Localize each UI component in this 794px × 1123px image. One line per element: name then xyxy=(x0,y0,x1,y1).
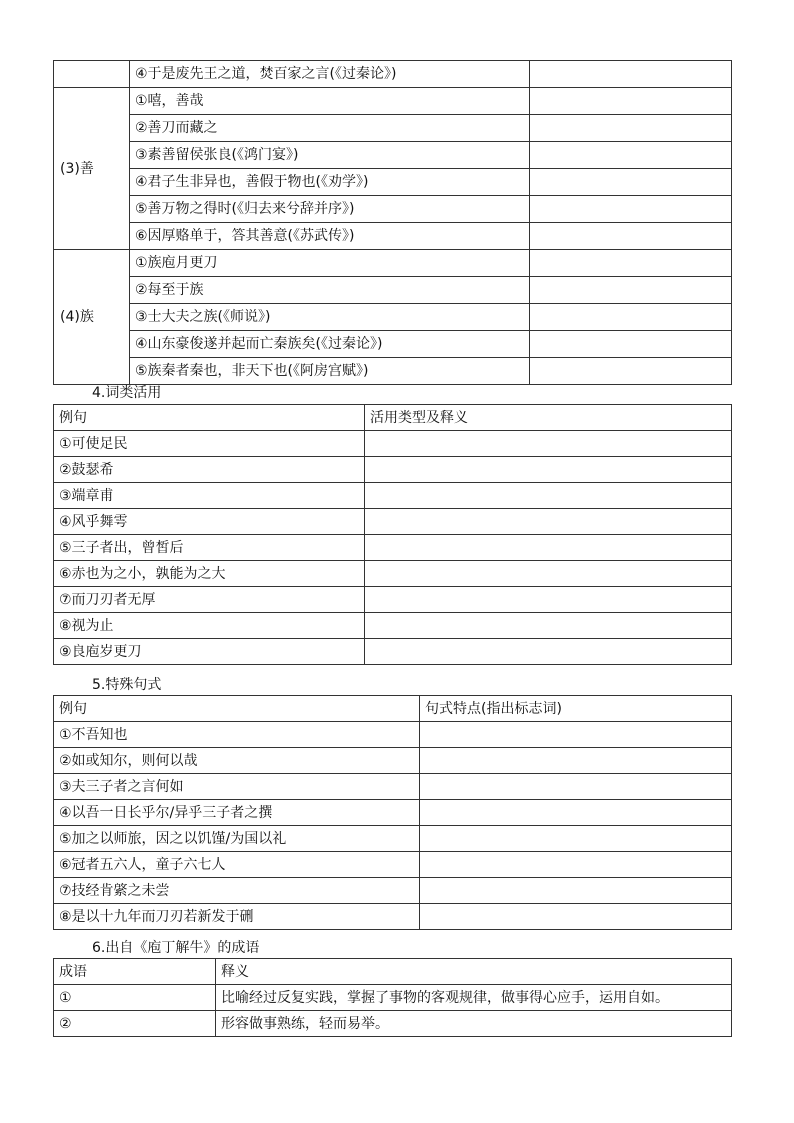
table-row xyxy=(54,277,732,304)
answer-cell[interactable] xyxy=(530,196,732,223)
example-cell: ⑤加之以师旅，因之以饥馑/为国以礼 xyxy=(54,826,420,852)
answer-cell[interactable] xyxy=(420,878,732,904)
table-row xyxy=(54,587,732,613)
table-row xyxy=(54,196,732,223)
group-label-zu: (4)族 xyxy=(54,250,130,385)
answer-cell[interactable] xyxy=(365,639,732,665)
section-title-5: 5.特殊句式 xyxy=(92,677,162,693)
answer-cell[interactable] xyxy=(420,826,732,852)
example-cell: ①族庖月更刀 xyxy=(130,250,530,277)
answer-cell[interactable] xyxy=(530,223,732,250)
table-row xyxy=(54,250,732,277)
column-header: 例句 xyxy=(54,405,365,431)
example-cell: ⑦而刀刃者无厚 xyxy=(54,587,365,613)
group-label-shan: (3)善 xyxy=(54,88,130,250)
column-header: 活用类型及释义 xyxy=(365,405,732,431)
table-header-row xyxy=(54,405,732,431)
table-row xyxy=(54,639,732,665)
example-cell: ③士大夫之族(《师说》) xyxy=(130,304,530,331)
table-row xyxy=(54,535,732,561)
word-meaning-table xyxy=(53,60,732,385)
table-row xyxy=(54,774,732,800)
idiom-cell[interactable]: ② xyxy=(54,1011,216,1037)
answer-cell[interactable] xyxy=(365,535,732,561)
answer-cell[interactable] xyxy=(530,331,732,358)
sentence-pattern-table xyxy=(53,695,732,930)
example-cell: ⑥赤也为之小，孰能为之大 xyxy=(54,561,365,587)
table-row xyxy=(54,904,732,930)
table-row xyxy=(54,722,732,748)
answer-cell[interactable] xyxy=(420,774,732,800)
table-row xyxy=(54,852,732,878)
example-cell: ③夫三子者之言何如 xyxy=(54,774,420,800)
table-row xyxy=(54,61,732,88)
answer-cell[interactable] xyxy=(530,304,732,331)
example-cell: ④以吾一日长乎尔/异乎三子者之撰 xyxy=(54,800,420,826)
meaning-cell: 形容做事熟练，轻而易举。 xyxy=(216,1011,732,1037)
answer-cell[interactable] xyxy=(365,483,732,509)
example-cell: ④君子生非异也，善假于物也(《劝学》) xyxy=(130,169,530,196)
example-cell: ⑦技经肯綮之未尝 xyxy=(54,878,420,904)
answer-cell[interactable] xyxy=(530,88,732,115)
answer-cell[interactable] xyxy=(530,169,732,196)
column-header: 释义 xyxy=(216,959,732,985)
table-row xyxy=(54,483,732,509)
table-row xyxy=(54,748,732,774)
table-row xyxy=(54,223,732,250)
example-cell: ⑧是以十九年而刀刃若新发于硎 xyxy=(54,904,420,930)
answer-cell[interactable] xyxy=(530,61,732,88)
table-row xyxy=(54,331,732,358)
group-cell xyxy=(54,61,130,88)
table-row xyxy=(54,88,732,115)
table-row xyxy=(54,115,732,142)
example-cell: ④风乎舞雩 xyxy=(54,509,365,535)
example-cell: ③素善留侯张良(《鸿门宴》) xyxy=(130,142,530,169)
meaning-cell: 比喻经过反复实践，掌握了事物的客观规律，做事得心应手，运用自如。 xyxy=(216,985,732,1011)
answer-cell[interactable] xyxy=(365,457,732,483)
example-cell: ②如或知尔，则何以哉 xyxy=(54,748,420,774)
table-row xyxy=(54,985,732,1011)
table-header-row xyxy=(54,959,732,985)
example-cell: ⑤族秦者秦也，非天下也(《阿房宫赋》) xyxy=(130,358,530,385)
table-row xyxy=(54,304,732,331)
answer-cell[interactable] xyxy=(530,250,732,277)
column-header: 例句 xyxy=(54,696,420,722)
answer-cell[interactable] xyxy=(365,587,732,613)
answer-cell[interactable] xyxy=(365,431,732,457)
example-cell: ⑧视为止 xyxy=(54,613,365,639)
answer-cell[interactable] xyxy=(420,852,732,878)
answer-cell[interactable] xyxy=(530,115,732,142)
answer-cell[interactable] xyxy=(420,904,732,930)
table-row xyxy=(54,358,732,385)
example-cell: ③端章甫 xyxy=(54,483,365,509)
example-cell: ①可使足民 xyxy=(54,431,365,457)
table-row xyxy=(54,1011,732,1037)
example-cell: ⑤三子者出，曾皙后 xyxy=(54,535,365,561)
idiom-table xyxy=(53,958,732,1037)
answer-cell[interactable] xyxy=(365,561,732,587)
table-row xyxy=(54,509,732,535)
table-row xyxy=(54,826,732,852)
table-header-row xyxy=(54,696,732,722)
answer-cell[interactable] xyxy=(365,613,732,639)
example-cell: ②每至于族 xyxy=(130,277,530,304)
section-title-4: 4.词类活用 xyxy=(92,385,162,401)
example-cell: ⑥冠者五六人，童子六七人 xyxy=(54,852,420,878)
table-row xyxy=(54,457,732,483)
answer-cell[interactable] xyxy=(420,722,732,748)
column-header: 句式特点(指出标志词) xyxy=(420,696,732,722)
table-row xyxy=(54,613,732,639)
idiom-cell[interactable]: ① xyxy=(54,985,216,1011)
table-row xyxy=(54,800,732,826)
section-title-6: 6.出自《庖丁解牛》的成语 xyxy=(92,940,260,956)
table-row xyxy=(54,169,732,196)
example-cell: ②善刀而藏之 xyxy=(130,115,530,142)
word-usage-table xyxy=(53,404,732,665)
column-header: 成语 xyxy=(54,959,216,985)
example-cell: ④于是废先王之道，焚百家之言(《过秦论》) xyxy=(130,61,530,88)
example-cell: ①不吾知也 xyxy=(54,722,420,748)
answer-cell[interactable] xyxy=(420,800,732,826)
example-cell: ⑤善万物之得时(《归去来兮辞并序》) xyxy=(130,196,530,223)
table-row xyxy=(54,561,732,587)
table-row xyxy=(54,878,732,904)
answer-cell[interactable] xyxy=(420,748,732,774)
table-row xyxy=(54,431,732,457)
answer-cell[interactable] xyxy=(530,358,732,385)
answer-cell[interactable] xyxy=(530,142,732,169)
example-cell: ②鼓瑟希 xyxy=(54,457,365,483)
answer-cell[interactable] xyxy=(530,277,732,304)
example-cell: ⑨良庖岁更刀 xyxy=(54,639,365,665)
table-row xyxy=(54,142,732,169)
example-cell: ①嘻，善哉 xyxy=(130,88,530,115)
example-cell: ④山东豪俊遂并起而亡秦族矣(《过秦论》) xyxy=(130,331,530,358)
answer-cell[interactable] xyxy=(365,509,732,535)
example-cell: ⑥因厚赂单于，答其善意(《苏武传》) xyxy=(130,223,530,250)
